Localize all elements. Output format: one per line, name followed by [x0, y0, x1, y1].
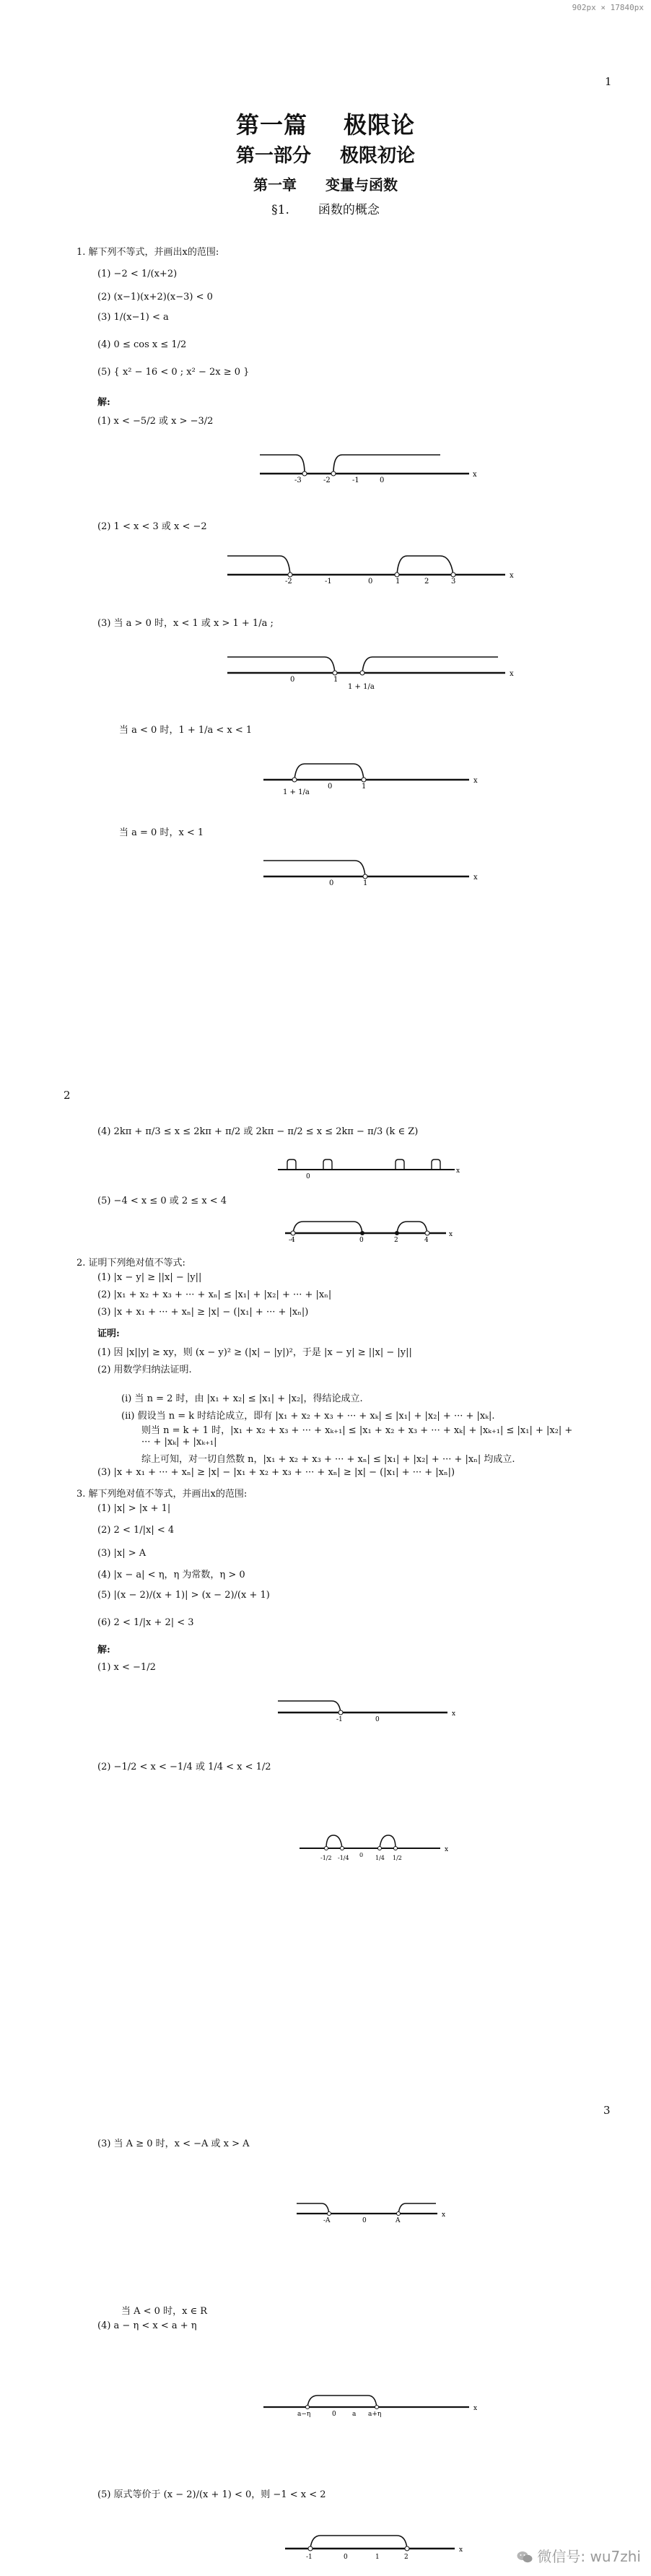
- tick-label: -1: [325, 578, 332, 586]
- proof-line: (ii) 假设当 n = k 时结论成立，即有 |x₁ + x₂ + x₃ + ··· + xₖ| ≤ |x₁| + |x₂| + ··· + |xₖ|.: [121, 1411, 495, 1422]
- chapter-label: 第一章: [253, 176, 297, 193]
- problem3-item: (6) 2 < 1/|x + 2| < 3: [97, 1617, 194, 1628]
- tick-label: 0: [380, 477, 385, 484]
- tick-label: 0: [359, 1237, 364, 1244]
- axis-label: x: [459, 2546, 463, 2554]
- part-title: [0, 107, 651, 140]
- tick-label: 0: [368, 578, 373, 586]
- number-line-7: [281, 1216, 469, 1245]
- tick-label: 1: [396, 578, 401, 586]
- solution-line: (4) a − η < x < a + η: [97, 2320, 197, 2331]
- solution-line: (3) 当 a > 0 时，x < 1 或 x > 1 + 1/a ;: [97, 618, 274, 629]
- number-line-2: [224, 550, 527, 586]
- problem1-item: (5) { x² − 16 < 0 ; x² − 2x ≥ 0 }: [97, 367, 250, 378]
- solution-line: (5) 原式等价于 (x − 2)/(x + 1) < 0，则 −1 < x < 2: [97, 2489, 326, 2500]
- tick-label: 0: [375, 1716, 380, 1723]
- number-line-12: [281, 2530, 484, 2562]
- axis-label: x: [473, 874, 478, 882]
- problem2-item: (2) |x₁ + x₂ + x₃ + ··· + xₙ| ≤ |x₁| + |x₂| + ··· + |xₙ|: [97, 1289, 332, 1300]
- axis-label: x: [473, 2405, 478, 2412]
- tick-label: a−η: [297, 2411, 311, 2418]
- number-line-10: [293, 2198, 466, 2227]
- problem3-item: (3) |x| > A: [97, 1548, 147, 1559]
- tick-label: 1/4: [375, 1855, 385, 1861]
- solution-line: (4) 2kπ + π/3 ≤ x ≤ 2kπ + π/2 或 2kπ − π/2 ≤ x ≤ 2kπ − π/3 (k ∈ Z): [97, 1126, 419, 1137]
- problem3-item: (2) 2 < 1/|x| < 4: [97, 1525, 175, 1536]
- problem3-item: (1) |x| > |x + 1|: [97, 1503, 171, 1514]
- tick-label: 0: [290, 676, 295, 684]
- axis-label: x: [510, 670, 514, 678]
- tick-label: -1: [336, 1716, 343, 1723]
- chapter-name: 变量与函数: [326, 176, 398, 193]
- number-line-11: [260, 2390, 491, 2419]
- tick-label: 0: [328, 783, 333, 791]
- proof-line: ··· + |xₖ| + |xₖ₊₁|: [141, 1437, 217, 1448]
- part-label: 第一篇: [235, 111, 307, 139]
- tick-label: 1 + 1/a: [283, 788, 310, 796]
- solution-line: (5) −4 < x ≤ 0 或 2 ≤ x < 4: [97, 1196, 227, 1206]
- tick-label: 0: [329, 879, 334, 887]
- solution-line: (2) 1 < x < 3 或 x < −2: [97, 521, 207, 532]
- problem1-item: (4) 0 ≤ cos x ≤ 1/2: [97, 339, 187, 350]
- tick-label: -1/4: [338, 1855, 349, 1861]
- wechat-icon: [517, 2550, 533, 2563]
- number-line-4: [260, 758, 491, 809]
- tick-label: 3: [451, 578, 456, 586]
- axis-label: x: [445, 1846, 449, 1853]
- problem2-prompt: 2. 证明下列绝对值不等式:: [77, 1258, 185, 1269]
- proof-label: 证明:: [97, 1328, 120, 1339]
- proof-line: 则当 n = k + 1 时，|x₁ + x₂ + x₃ + ··· + xₖ₊₁| ≤ |x₁ + x₂ + x₃ + ··· + xₖ| + |xₖ₊₁| ≤ |x₁| + |x₂| +: [141, 1425, 573, 1436]
- tick-label: 1/2: [393, 1855, 402, 1861]
- solution-line: (3) 当 A ≥ 0 时，x < −A 或 x > A: [97, 2138, 250, 2149]
- tick-label: A: [396, 2217, 401, 2224]
- axis-label: x: [442, 2211, 446, 2219]
- tick-label: a: [352, 2411, 357, 2418]
- tick-label: 1: [363, 879, 368, 887]
- solution-label: 解:: [97, 1645, 110, 1655]
- number-line-6: [274, 1152, 476, 1181]
- problem1-item: (1) −2 < 1/(x+2): [97, 269, 178, 279]
- proof-line: (3) |x + x₁ + ··· + xₙ| ≥ |x| − |x₁ + x₂ + x₃ + ··· + xₙ| ≥ |x| − (|x₁| + ··· + |xₙ|): [97, 1467, 455, 1478]
- axis-label: x: [452, 1710, 456, 1718]
- problem3-item: (4) |x − a| < η，η 为常数，η > 0: [97, 1570, 245, 1580]
- solution-line: 当 a = 0 时，x < 1: [119, 827, 204, 838]
- tick-label: -2: [323, 477, 331, 484]
- tick-label: -3: [294, 477, 302, 484]
- axis-label: x: [473, 777, 478, 785]
- problem3-prompt: 3. 解下列绝对值不等式，并画出x的范围:: [77, 1489, 248, 1500]
- tick-label: 0: [359, 1852, 364, 1858]
- tick-label: -1: [352, 477, 359, 484]
- tick-label: -1: [306, 2554, 313, 2561]
- subsection-label: §1.: [271, 203, 289, 217]
- problem1-item: (3) 1/(x−1) < a: [97, 312, 169, 323]
- tick-label: -4: [289, 1237, 295, 1244]
- number-line-9: [296, 1827, 462, 1877]
- tick-label: 0: [362, 2217, 367, 2224]
- wechat-watermark: [517, 2545, 641, 2566]
- solution-line: (2) −1/2 < x < −1/4 或 1/4 < x < 1/2: [97, 1762, 271, 1772]
- solution-label: 解:: [97, 397, 110, 408]
- document-size-label: 902px × 17840px: [572, 3, 644, 12]
- watermark-text: 微信号: wu7zhi: [537, 2548, 641, 2565]
- number-line-3: [224, 651, 527, 702]
- problem2-item: (3) |x + x₁ + ··· + xₙ| ≥ |x| − (|x₁| + ··· + |xₙ|): [97, 1307, 309, 1318]
- tick-label: -1/2: [320, 1855, 332, 1861]
- number-line-8: [274, 1695, 476, 1724]
- tick-label: -2: [285, 578, 292, 586]
- solution-line: (1) x < −5/2 或 x > −3/2: [97, 416, 214, 427]
- subsection-name: 函数的概念: [318, 203, 380, 217]
- tick-label: 0: [306, 1173, 310, 1180]
- axis-label: x: [473, 471, 477, 479]
- part-name: 极限论: [344, 111, 416, 139]
- axis-label: x: [456, 1167, 460, 1175]
- section-title: [0, 141, 651, 167]
- problem2-item: (1) |x − y| ≥ ||x| − |y||: [97, 1272, 202, 1283]
- proof-line: (2) 用数学归纳法证明.: [97, 1365, 192, 1375]
- axis-label: x: [449, 1231, 453, 1238]
- problem1-item: (2) (x−1)(x+2)(x−3) < 0: [97, 292, 213, 303]
- section-name: 极限初论: [340, 145, 416, 167]
- proof-line: 综上可知，对一切自然数 n，|x₁ + x₂ + x₃ + ··· + xₙ| ≤ |x₁| + |x₂| + ··· + |xₙ| 均成立.: [141, 1454, 515, 1465]
- solution-line: (1) x < −1/2: [97, 1662, 156, 1673]
- tick-label: 2: [394, 1237, 398, 1244]
- tick-label: 1: [375, 2554, 380, 2561]
- tick-label: a+η: [368, 2411, 382, 2418]
- number-line-1: [253, 448, 484, 484]
- axis-label: x: [510, 572, 514, 580]
- page-number: 2: [64, 1089, 71, 1102]
- tick-label: 2: [424, 578, 429, 586]
- page-number: 3: [603, 2104, 611, 2117]
- page-number: 1: [605, 75, 612, 88]
- subsection-title: [0, 199, 651, 217]
- problem1-prompt: 1. 解下列不等式，并画出x的范围:: [77, 247, 219, 258]
- tick-label: 1: [362, 783, 367, 791]
- proof-line: (1) 因 |x||y| ≥ xy，则 (x − y)² ≥ (|x| − |y|)²，于是 |x − y| ≥ ||x| − |y||: [97, 1347, 412, 1358]
- solution-line: 当 a < 0 时，1 + 1/a < x < 1: [119, 725, 253, 736]
- chapter-title: [0, 173, 651, 194]
- proof-line: (i) 当 n = 2 时，由 |x₁ + x₂| ≤ |x₁| + |x₂|，得结论成立.: [121, 1393, 363, 1404]
- tick-label: 0: [344, 2554, 348, 2561]
- tick-label: 1 + 1/a: [348, 683, 375, 691]
- tick-label: 2: [404, 2554, 408, 2561]
- tick-label: -A: [323, 2217, 331, 2224]
- problem3-item: (5) |(x − 2)/(x + 1)| > (x − 2)/(x + 1): [97, 1590, 270, 1601]
- tick-label: 0: [332, 2411, 336, 2418]
- tick-label: 4: [424, 1237, 429, 1244]
- tick-label: 1: [333, 676, 338, 684]
- number-line-5: [260, 852, 491, 888]
- solution-line: 当 A < 0 时，x ∈ R: [121, 2306, 208, 2317]
- section-label: 第一部分: [235, 145, 311, 167]
